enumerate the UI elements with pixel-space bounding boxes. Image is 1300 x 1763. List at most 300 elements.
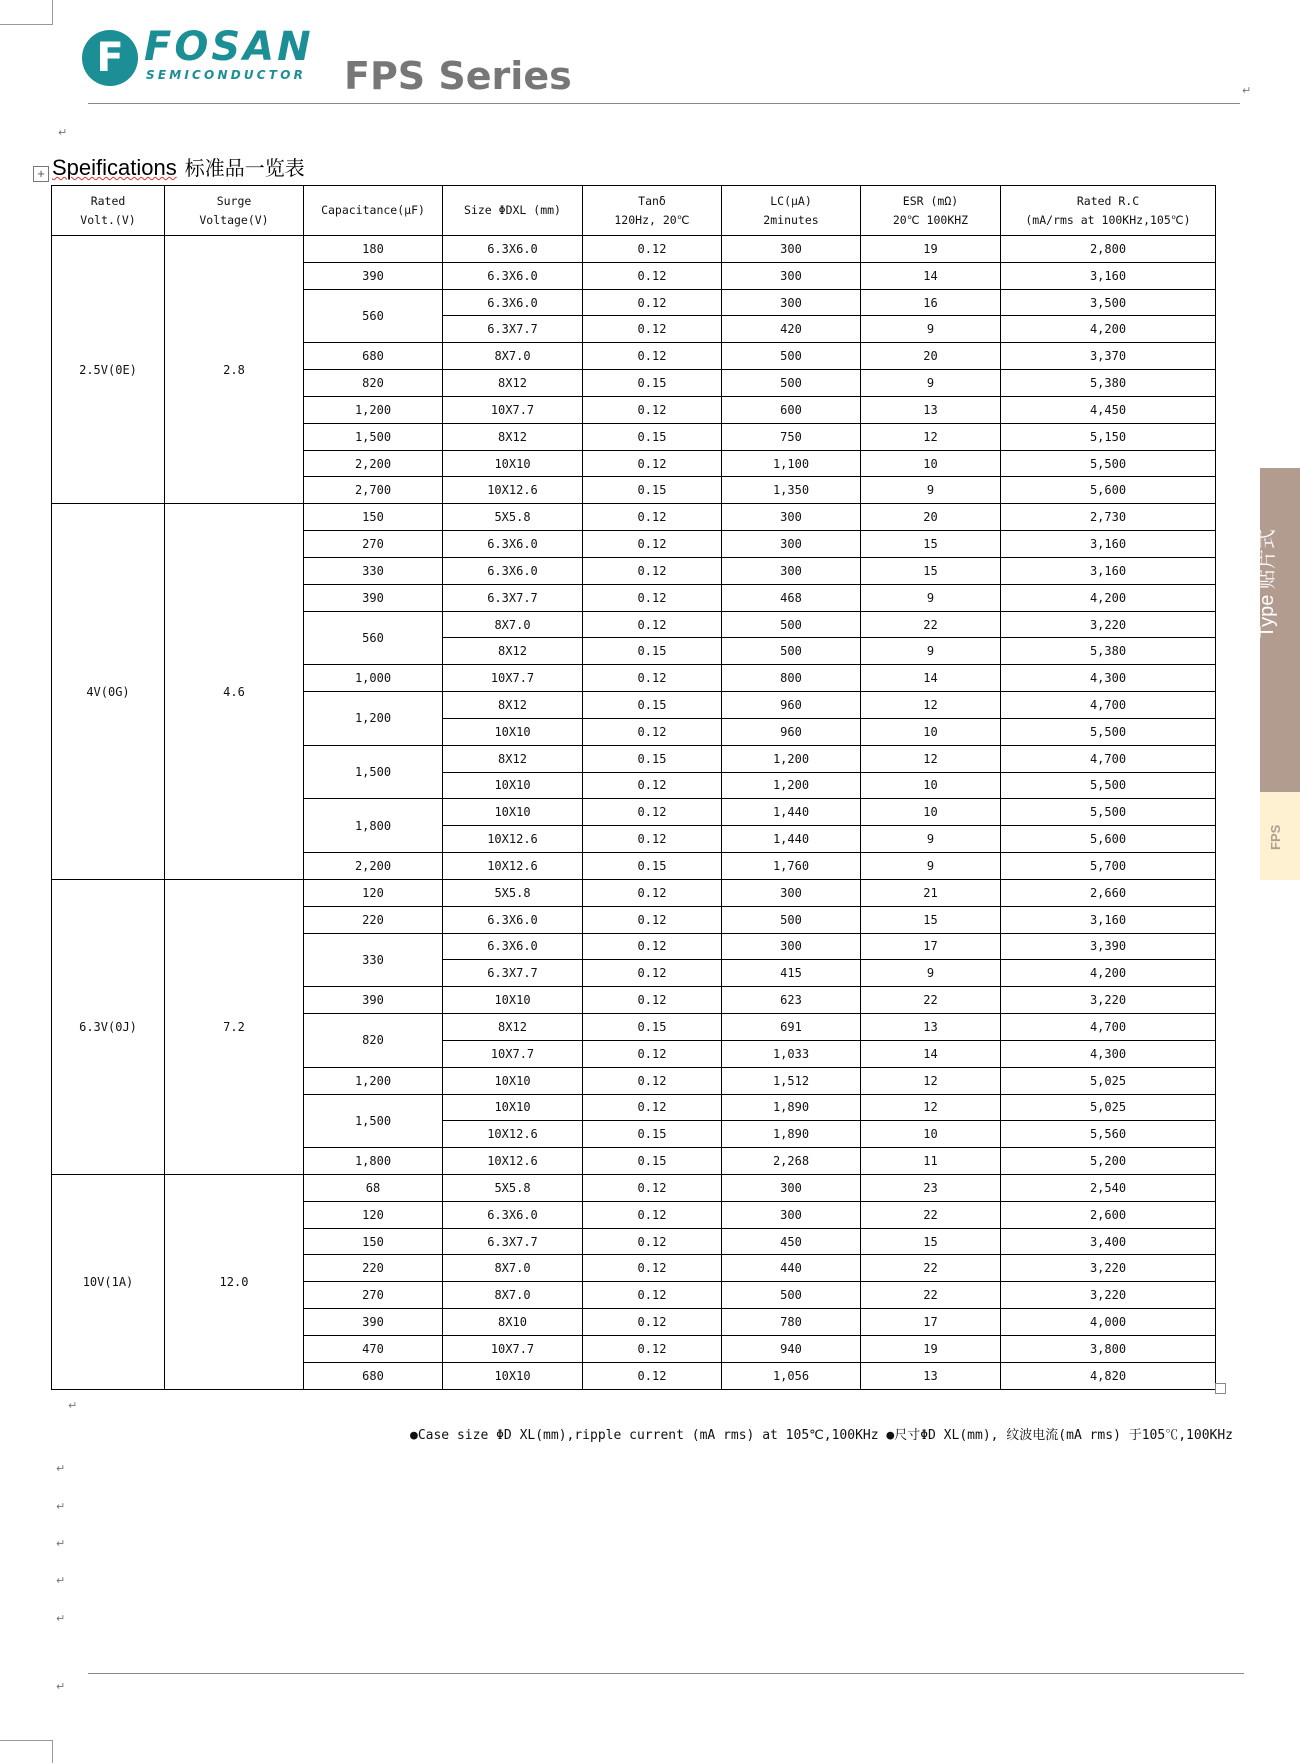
esr-cell: 12	[861, 745, 1001, 772]
rated-voltage-cell: 4V(0G)	[52, 504, 165, 880]
lc-cell: 500	[722, 343, 861, 370]
paragraph-mark-icon: ↵	[68, 1400, 78, 1412]
esr-cell: 22	[861, 1282, 1001, 1309]
tan-delta-cell: 0.12	[583, 289, 722, 316]
rated-voltage-cell: 6.3V(0J)	[52, 879, 165, 1174]
size-cell: 8X7.0	[443, 343, 583, 370]
esr-cell: 14	[861, 665, 1001, 692]
lc-cell: 300	[722, 879, 861, 906]
esr-cell: 13	[861, 1014, 1001, 1041]
size-cell: 6.3X6.0	[443, 1201, 583, 1228]
header-size: Size ΦDXL (mm)	[443, 186, 583, 236]
lc-cell: 1,890	[722, 1121, 861, 1148]
lc-cell: 468	[722, 584, 861, 611]
lc-cell: 600	[722, 396, 861, 423]
surge-voltage-cell: 2.8	[165, 236, 304, 504]
surge-voltage-cell: 12.0	[165, 1174, 304, 1389]
esr-cell: 12	[861, 1094, 1001, 1121]
ripple-current-cell: 4,300	[1001, 1040, 1216, 1067]
esr-cell: 9	[861, 316, 1001, 343]
tan-delta-cell: 0.12	[583, 1362, 722, 1389]
lc-cell: 300	[722, 557, 861, 584]
paragraph-mark-icon: ↵	[56, 1463, 66, 1475]
ripple-current-cell: 4,820	[1001, 1362, 1216, 1389]
tan-delta-cell: 0.12	[583, 584, 722, 611]
esr-cell: 22	[861, 1255, 1001, 1282]
capacitance-cell: 1,200	[304, 396, 443, 423]
lc-cell: 940	[722, 1335, 861, 1362]
tan-delta-cell: 0.12	[583, 396, 722, 423]
ripple-current-cell: 3,220	[1001, 611, 1216, 638]
esr-cell: 23	[861, 1174, 1001, 1201]
esr-cell: 16	[861, 289, 1001, 316]
tan-delta-cell: 0.12	[583, 1174, 722, 1201]
ripple-current-cell: 2,730	[1001, 504, 1216, 531]
size-cell: 10X10	[443, 987, 583, 1014]
lc-cell: 1,350	[722, 477, 861, 504]
ripple-current-cell: 4,700	[1001, 692, 1216, 719]
size-cell: 6.3X6.0	[443, 531, 583, 558]
capacitance-cell: 150	[304, 1228, 443, 1255]
capacitance-cell: 120	[304, 1201, 443, 1228]
esr-cell: 17	[861, 933, 1001, 960]
esr-cell: 9	[861, 960, 1001, 987]
side-tab-series-label: FPS	[1268, 824, 1283, 850]
size-cell: 6.3X6.0	[443, 236, 583, 263]
header-tan-delta: Tanδ 120Hz, 20℃	[583, 186, 722, 236]
capacitance-cell: 1,200	[304, 692, 443, 746]
ripple-current-cell: 3,160	[1001, 557, 1216, 584]
capacitance-cell: 560	[304, 611, 443, 665]
lc-cell: 691	[722, 1014, 861, 1041]
lc-cell: 1,440	[722, 799, 861, 826]
lc-cell: 500	[722, 370, 861, 397]
surge-voltage-cell: 4.6	[165, 504, 304, 880]
paragraph-mark-icon: ↵	[56, 1613, 66, 1625]
lc-cell: 415	[722, 960, 861, 987]
paragraph-mark-icon: ↵	[56, 1538, 66, 1550]
size-cell: 10X10	[443, 1362, 583, 1389]
tan-delta-cell: 0.12	[583, 1335, 722, 1362]
lc-cell: 960	[722, 718, 861, 745]
ripple-current-cell: 2,600	[1001, 1201, 1216, 1228]
capacitance-cell: 1,500	[304, 423, 443, 450]
lc-cell: 300	[722, 933, 861, 960]
table-move-handle-icon[interactable]: +	[33, 166, 49, 182]
size-cell: 10X12.6	[443, 826, 583, 853]
tan-delta-cell: 0.15	[583, 853, 722, 880]
esr-cell: 15	[861, 906, 1001, 933]
lc-cell: 750	[722, 423, 861, 450]
esr-cell: 22	[861, 1201, 1001, 1228]
brand-name: FOSAN	[144, 24, 314, 70]
capacitance-cell: 1,500	[304, 1094, 443, 1148]
esr-cell: 10	[861, 718, 1001, 745]
capacitance-cell: 560	[304, 289, 443, 343]
fosan-logo-icon	[82, 30, 138, 86]
ripple-current-cell: 5,380	[1001, 370, 1216, 397]
size-cell: 6.3X6.0	[443, 262, 583, 289]
tan-delta-cell: 0.12	[583, 1040, 722, 1067]
ripple-current-cell: 3,220	[1001, 1255, 1216, 1282]
size-cell: 10X7.7	[443, 1040, 583, 1067]
tan-delta-cell: 0.15	[583, 477, 722, 504]
lc-cell: 300	[722, 531, 861, 558]
tan-delta-cell: 0.12	[583, 1094, 722, 1121]
ripple-current-cell: 5,500	[1001, 772, 1216, 799]
capacitance-cell: 330	[304, 933, 443, 987]
tan-delta-cell: 0.12	[583, 611, 722, 638]
esr-cell: 21	[861, 879, 1001, 906]
capacitance-cell: 270	[304, 1282, 443, 1309]
lc-cell: 300	[722, 1201, 861, 1228]
tan-delta-cell: 0.12	[583, 343, 722, 370]
table-header-row	[52, 186, 1216, 236]
tan-delta-cell: 0.15	[583, 638, 722, 665]
ripple-current-cell: 3,220	[1001, 987, 1216, 1014]
esr-cell: 9	[861, 584, 1001, 611]
esr-cell: 14	[861, 1040, 1001, 1067]
lc-cell: 1,890	[722, 1094, 861, 1121]
ripple-current-cell: 5,560	[1001, 1121, 1216, 1148]
size-cell: 10X12.6	[443, 1148, 583, 1175]
tan-delta-cell: 0.12	[583, 1228, 722, 1255]
esr-cell: 9	[861, 477, 1001, 504]
size-cell: 10X10	[443, 1067, 583, 1094]
capacitance-cell: 680	[304, 343, 443, 370]
header-capacitance: Capacitance(μF)	[304, 186, 443, 236]
lc-cell: 500	[722, 638, 861, 665]
ripple-current-cell: 2,540	[1001, 1174, 1216, 1201]
capacitance-cell: 150	[304, 504, 443, 531]
brand-subtitle: SEMICONDUCTOR	[146, 68, 307, 82]
header-rated-volt: Rated Volt.(V)	[52, 186, 165, 236]
paragraph-mark-icon: ↵	[56, 1681, 66, 1693]
capacitance-cell: 1,500	[304, 745, 443, 799]
size-cell: 8X12	[443, 692, 583, 719]
size-cell: 10X10	[443, 718, 583, 745]
ripple-current-cell: 5,700	[1001, 853, 1216, 880]
lc-cell: 1,440	[722, 826, 861, 853]
specifications-table	[51, 185, 1216, 1390]
capacitance-cell: 330	[304, 557, 443, 584]
ripple-current-cell: 2,800	[1001, 236, 1216, 263]
size-cell: 10X10	[443, 799, 583, 826]
lc-cell: 1,033	[722, 1040, 861, 1067]
table-resize-handle-icon[interactable]	[1215, 1383, 1226, 1394]
esr-cell: 9	[861, 853, 1001, 880]
ripple-current-cell: 5,025	[1001, 1094, 1216, 1121]
header-divider	[88, 103, 1240, 104]
esr-cell: 13	[861, 1362, 1001, 1389]
header-rated-ripple-current: Rated R.C (mA/rms at 100KHz,105℃)	[1001, 186, 1216, 236]
section-title-cn: 标准品一览表	[184, 156, 305, 180]
tan-delta-cell: 0.15	[583, 1148, 722, 1175]
page-corner-top-left	[0, 0, 53, 25]
esr-cell: 22	[861, 611, 1001, 638]
capacitance-cell: 1,800	[304, 799, 443, 853]
ripple-current-cell: 5,150	[1001, 423, 1216, 450]
lc-cell: 1,100	[722, 450, 861, 477]
tan-delta-cell: 0.12	[583, 531, 722, 558]
size-cell: 10X10	[443, 1094, 583, 1121]
ripple-current-cell: 2,660	[1001, 879, 1216, 906]
paragraph-mark-icon: ↵	[1242, 85, 1252, 97]
esr-cell: 17	[861, 1309, 1001, 1336]
capacitance-cell: 390	[304, 987, 443, 1014]
ripple-current-cell: 4,450	[1001, 396, 1216, 423]
tan-delta-cell: 0.12	[583, 262, 722, 289]
size-cell: 6.3X7.7	[443, 316, 583, 343]
tan-delta-cell: 0.12	[583, 718, 722, 745]
side-tab-type-label: Type 贴片式	[1256, 529, 1278, 638]
tan-delta-cell: 0.15	[583, 1121, 722, 1148]
esr-cell: 13	[861, 396, 1001, 423]
lc-cell: 300	[722, 289, 861, 316]
ripple-current-cell: 3,160	[1001, 262, 1216, 289]
lc-cell: 2,268	[722, 1148, 861, 1175]
lc-cell: 1,056	[722, 1362, 861, 1389]
tan-delta-cell: 0.12	[583, 1255, 722, 1282]
size-cell: 10X10	[443, 772, 583, 799]
size-cell: 8X7.0	[443, 1282, 583, 1309]
size-cell: 6.3X7.7	[443, 584, 583, 611]
ripple-current-cell: 3,220	[1001, 1282, 1216, 1309]
ripple-current-cell: 3,370	[1001, 343, 1216, 370]
lc-cell: 1,200	[722, 745, 861, 772]
capacitance-cell: 820	[304, 370, 443, 397]
header-surge-voltage: Surge Voltage(V)	[165, 186, 304, 236]
ripple-current-cell: 4,200	[1001, 584, 1216, 611]
capacitance-cell: 2,700	[304, 477, 443, 504]
header-leakage-current: LC(μA) 2minutes	[722, 186, 861, 236]
lc-cell: 300	[722, 504, 861, 531]
esr-cell: 15	[861, 557, 1001, 584]
lc-cell: 1,760	[722, 853, 861, 880]
ripple-current-cell: 4,200	[1001, 316, 1216, 343]
ripple-current-cell: 4,700	[1001, 1014, 1216, 1041]
capacitance-cell: 220	[304, 906, 443, 933]
esr-cell: 19	[861, 1335, 1001, 1362]
paragraph-mark-icon: ↵	[56, 1501, 66, 1513]
series-title: FPS Series	[344, 54, 572, 98]
table-row	[52, 879, 1216, 906]
esr-cell: 10	[861, 1121, 1001, 1148]
tan-delta-cell: 0.12	[583, 1309, 722, 1336]
tan-delta-cell: 0.12	[583, 799, 722, 826]
esr-cell: 20	[861, 504, 1001, 531]
lc-cell: 300	[722, 1174, 861, 1201]
tan-delta-cell: 0.12	[583, 665, 722, 692]
ripple-current-cell: 5,500	[1001, 799, 1216, 826]
ripple-current-cell: 5,025	[1001, 1067, 1216, 1094]
capacitance-cell: 220	[304, 1255, 443, 1282]
ripple-current-cell: 3,160	[1001, 531, 1216, 558]
logo-letter: F	[96, 35, 124, 81]
size-cell: 5X5.8	[443, 1174, 583, 1201]
lc-cell: 500	[722, 906, 861, 933]
size-cell: 10X12.6	[443, 477, 583, 504]
esr-cell: 14	[861, 262, 1001, 289]
tan-delta-cell: 0.12	[583, 316, 722, 343]
table-body	[52, 236, 1216, 1390]
tan-delta-cell: 0.12	[583, 987, 722, 1014]
lc-cell: 300	[722, 236, 861, 263]
esr-cell: 9	[861, 638, 1001, 665]
esr-cell: 9	[861, 826, 1001, 853]
tan-delta-cell: 0.12	[583, 504, 722, 531]
esr-cell: 19	[861, 236, 1001, 263]
lc-cell: 440	[722, 1255, 861, 1282]
page-corner-bottom-left	[0, 1740, 53, 1763]
capacitance-cell: 180	[304, 236, 443, 263]
capacitance-cell: 2,200	[304, 450, 443, 477]
capacitance-cell: 1,000	[304, 665, 443, 692]
lc-cell: 960	[722, 692, 861, 719]
esr-cell: 12	[861, 692, 1001, 719]
paragraph-mark-icon: ↵	[58, 127, 68, 139]
capacitance-cell: 68	[304, 1174, 443, 1201]
tan-delta-cell: 0.12	[583, 772, 722, 799]
lc-cell: 780	[722, 1309, 861, 1336]
table-row	[52, 236, 1216, 263]
tan-delta-cell: 0.12	[583, 450, 722, 477]
size-cell: 10X7.7	[443, 665, 583, 692]
tan-delta-cell: 0.12	[583, 826, 722, 853]
ripple-current-cell: 4,300	[1001, 665, 1216, 692]
size-cell: 6.3X7.7	[443, 960, 583, 987]
ripple-current-cell: 5,380	[1001, 638, 1216, 665]
size-cell: 8X12	[443, 423, 583, 450]
section-heading	[52, 152, 305, 181]
tan-delta-cell: 0.12	[583, 557, 722, 584]
lc-cell: 300	[722, 262, 861, 289]
tan-delta-cell: 0.15	[583, 370, 722, 397]
lc-cell: 500	[722, 1282, 861, 1309]
size-cell: 8X12	[443, 745, 583, 772]
tan-delta-cell: 0.12	[583, 879, 722, 906]
esr-cell: 15	[861, 531, 1001, 558]
capacitance-cell: 820	[304, 1014, 443, 1068]
tan-delta-cell: 0.12	[583, 1067, 722, 1094]
ripple-current-cell: 5,600	[1001, 477, 1216, 504]
size-cell: 8X10	[443, 1309, 583, 1336]
ripple-current-cell: 4,200	[1001, 960, 1216, 987]
tan-delta-cell: 0.12	[583, 236, 722, 263]
table-row	[52, 504, 1216, 531]
size-cell: 8X12	[443, 638, 583, 665]
lc-cell: 1,200	[722, 772, 861, 799]
ripple-current-cell: 3,390	[1001, 933, 1216, 960]
paragraph-mark-icon: ↵	[56, 1575, 66, 1587]
ripple-current-cell: 3,400	[1001, 1228, 1216, 1255]
lc-cell: 800	[722, 665, 861, 692]
capacitance-cell: 2,200	[304, 853, 443, 880]
ripple-current-cell: 5,600	[1001, 826, 1216, 853]
capacitance-cell: 1,800	[304, 1148, 443, 1175]
esr-cell: 12	[861, 423, 1001, 450]
capacitance-cell: 270	[304, 531, 443, 558]
capacitance-cell: 470	[304, 1335, 443, 1362]
ripple-current-cell: 4,700	[1001, 745, 1216, 772]
ripple-current-cell: 5,500	[1001, 450, 1216, 477]
lc-cell: 500	[722, 611, 861, 638]
header-esr: ESR (mΩ) 20℃ 100KHZ	[861, 186, 1001, 236]
size-cell: 8X7.0	[443, 1255, 583, 1282]
tan-delta-cell: 0.12	[583, 906, 722, 933]
capacitance-cell: 680	[304, 1362, 443, 1389]
size-cell: 10X7.7	[443, 1335, 583, 1362]
esr-cell: 10	[861, 772, 1001, 799]
esr-cell: 10	[861, 799, 1001, 826]
ripple-current-cell: 5,200	[1001, 1148, 1216, 1175]
esr-cell: 22	[861, 987, 1001, 1014]
size-cell: 10X7.7	[443, 396, 583, 423]
ripple-current-cell: 3,800	[1001, 1335, 1216, 1362]
capacitance-cell: 390	[304, 584, 443, 611]
side-tab-series	[1260, 792, 1300, 880]
size-cell: 10X12.6	[443, 853, 583, 880]
capacitance-cell: 390	[304, 1309, 443, 1336]
esr-cell: 15	[861, 1228, 1001, 1255]
size-cell: 6.3X6.0	[443, 289, 583, 316]
tan-delta-cell: 0.15	[583, 745, 722, 772]
rated-voltage-cell: 10V(1A)	[52, 1174, 165, 1389]
tan-delta-cell: 0.12	[583, 1282, 722, 1309]
size-cell: 10X10	[443, 450, 583, 477]
esr-cell: 12	[861, 1067, 1001, 1094]
section-title-en: Speifications	[52, 155, 177, 180]
esr-cell: 10	[861, 450, 1001, 477]
tan-delta-cell: 0.15	[583, 1014, 722, 1041]
ripple-current-cell: 4,000	[1001, 1309, 1216, 1336]
lc-cell: 420	[722, 316, 861, 343]
tan-delta-cell: 0.12	[583, 933, 722, 960]
capacitance-cell: 1,200	[304, 1067, 443, 1094]
footer-divider	[88, 1673, 1244, 1674]
lc-cell: 1,512	[722, 1067, 861, 1094]
ripple-current-cell: 3,160	[1001, 906, 1216, 933]
footnote: ●Case size ΦD XL(mm),ripple current (mA rms) at 105℃,100KHz ●尺寸ΦD XL(mm), 纹波电流(mA rms) 于105℃,100KHz	[410, 1428, 1233, 1443]
size-cell: 10X12.6	[443, 1121, 583, 1148]
capacitance-cell: 120	[304, 879, 443, 906]
size-cell: 8X12	[443, 370, 583, 397]
ripple-current-cell: 5,500	[1001, 718, 1216, 745]
tan-delta-cell: 0.12	[583, 1201, 722, 1228]
size-cell: 6.3X6.0	[443, 933, 583, 960]
size-cell: 6.3X6.0	[443, 557, 583, 584]
side-tab-type	[1256, 468, 1300, 792]
tan-delta-cell: 0.15	[583, 423, 722, 450]
surge-voltage-cell: 7.2	[165, 879, 304, 1174]
size-cell: 6.3X6.0	[443, 906, 583, 933]
size-cell: 8X7.0	[443, 611, 583, 638]
table-row	[52, 1174, 1216, 1201]
tan-delta-cell: 0.12	[583, 960, 722, 987]
ripple-current-cell: 3,500	[1001, 289, 1216, 316]
size-cell: 5X5.8	[443, 504, 583, 531]
esr-cell: 11	[861, 1148, 1001, 1175]
rated-voltage-cell: 2.5V(0E)	[52, 236, 165, 504]
lc-cell: 623	[722, 987, 861, 1014]
lc-cell: 450	[722, 1228, 861, 1255]
size-cell: 6.3X7.7	[443, 1228, 583, 1255]
capacitance-cell: 390	[304, 262, 443, 289]
size-cell: 5X5.8	[443, 879, 583, 906]
esr-cell: 20	[861, 343, 1001, 370]
esr-cell: 9	[861, 370, 1001, 397]
tan-delta-cell: 0.15	[583, 692, 722, 719]
